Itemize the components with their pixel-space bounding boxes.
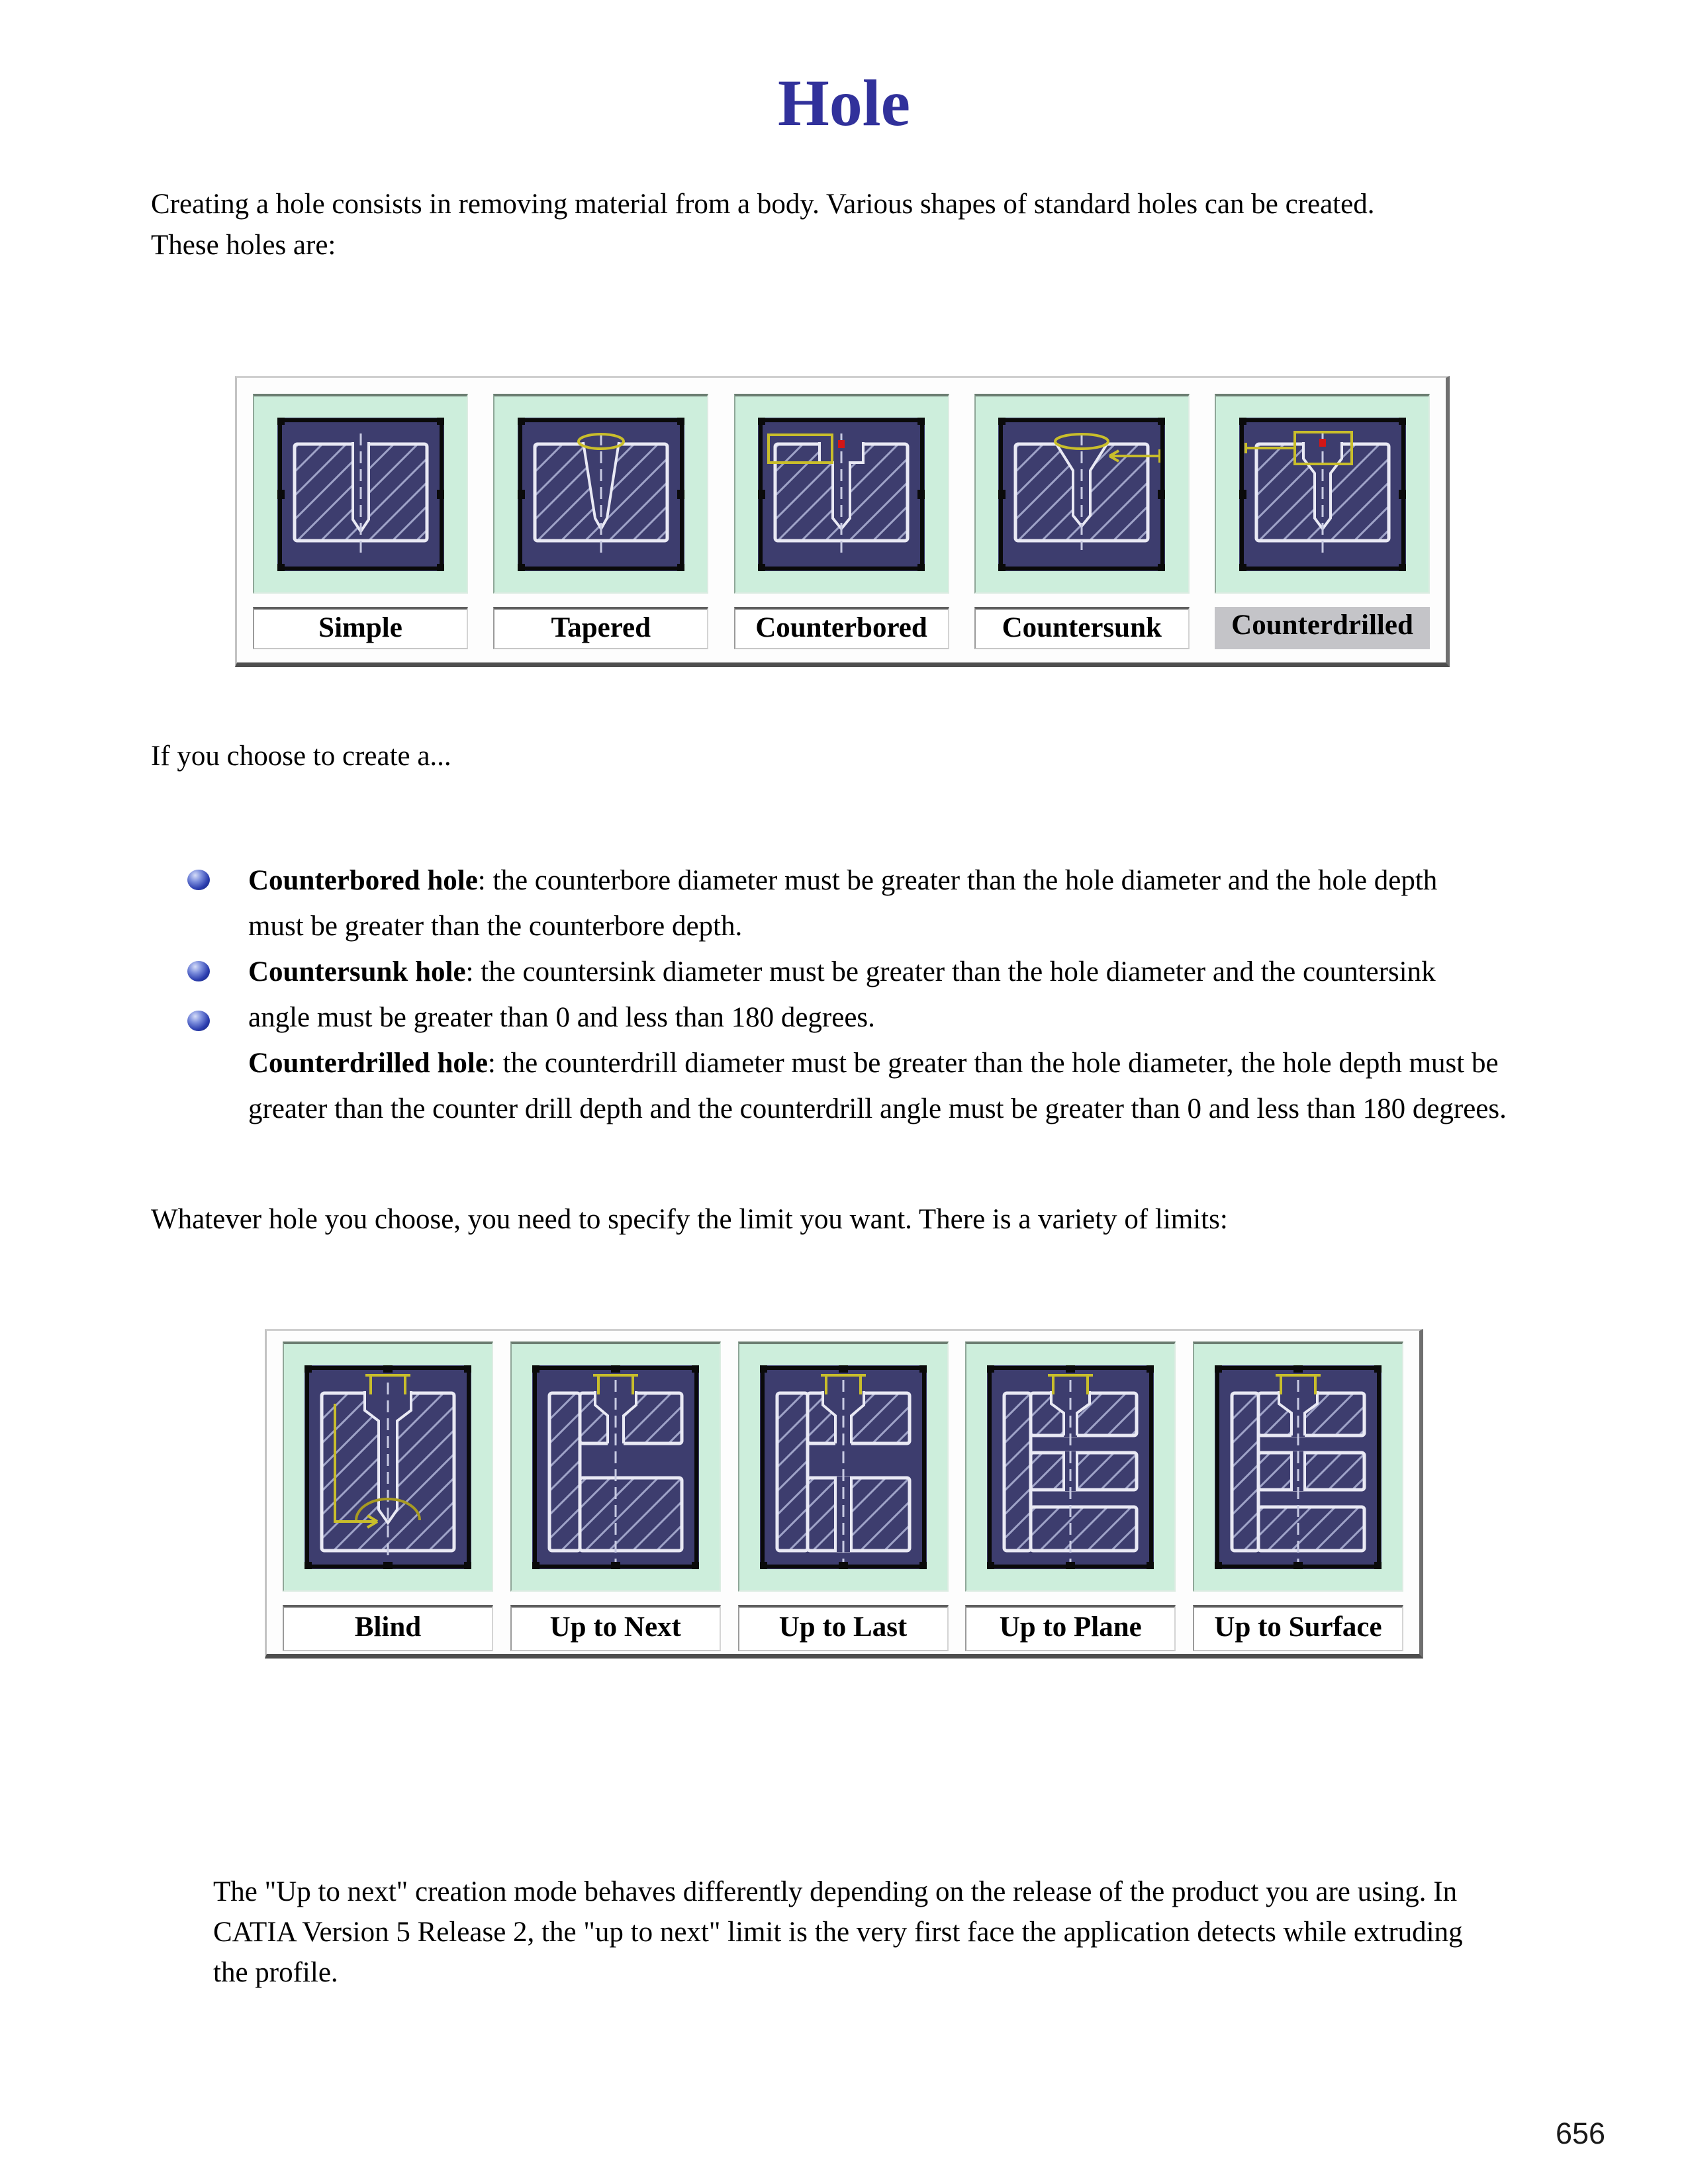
- bullet-sphere-icon: [187, 1011, 210, 1031]
- bullet-list: [187, 858, 1630, 1132]
- limit-up-to-next-image: [510, 1342, 721, 1592]
- bullet-sphere-icon: [187, 870, 210, 890]
- bullet-term: Counterbored hole: [248, 865, 478, 896]
- note-line: the profile.: [213, 1957, 338, 1988]
- figure-label: Counterbored: [734, 607, 949, 649]
- figure-cell-up-to-plane: [965, 1342, 1176, 1654]
- figure-cell-counterbored: [734, 394, 949, 662]
- note-line: The "Up to next" creation mode behaves differently depending on the release of the product you are using. In: [213, 1876, 1458, 1907]
- bullet-rest: : the countersink diameter must be greater than the hole diameter and the countersink: [465, 956, 1436, 987]
- page-title: Hole: [778, 66, 910, 140]
- bullet-text-block: [248, 858, 1630, 1132]
- figure-cell-up-to-next: [510, 1342, 721, 1654]
- intro-paragraph: [151, 184, 1374, 266]
- intro-line: These holes are:: [151, 230, 336, 261]
- page-number: 656: [1556, 2116, 1606, 2150]
- intro-line: Creating a hole consists in removing material from a body. Various shapes of standard holes can be created.: [151, 189, 1375, 220]
- bullet-sphere-icon: [187, 961, 210, 981]
- figure-cell-blind: [283, 1342, 493, 1654]
- figure-label: Up to Plane: [965, 1605, 1176, 1651]
- bullet-rest: : the counterdrill diameter must be greater than the hole diameter, the hole depth must be: [487, 1048, 1499, 1079]
- figure-cell-up-to-last: [738, 1342, 949, 1654]
- figure-label: Up to Next: [510, 1605, 721, 1651]
- hole-tapered-image: [493, 394, 708, 594]
- figure-label: Countersunk: [974, 607, 1190, 649]
- bullet-item-line: [248, 1040, 1630, 1086]
- bullet-rest: : the counterbore diameter must be greater than the hole diameter and the hole depth: [477, 865, 1438, 896]
- bullet-item-line: greater than the counter drill depth and the counterdrill angle must be greater than 0 and less than 180 degrees.: [248, 1093, 1507, 1124]
- note-line: CATIA Version 5 Release 2, the "up to next" limit is the very first face the application detects while extruding: [213, 1917, 1463, 1948]
- limit-up-to-surface-image: [1193, 1342, 1403, 1592]
- figure-label: Up to Last: [738, 1605, 949, 1651]
- bullet-item-line: [248, 949, 1630, 995]
- figure-cell-up-to-surface: [1193, 1342, 1403, 1654]
- figure-label: Blind: [283, 1605, 493, 1651]
- limits-intro-text: Whatever hole you choose, you need to specify the limit you want. There is a variety of limits:: [151, 1204, 1228, 1235]
- bullet-term: Countersunk hole: [248, 956, 466, 987]
- figure-label: Simple: [253, 607, 468, 649]
- figure-label: Tapered: [493, 607, 708, 649]
- limit-blind-image: [283, 1342, 493, 1592]
- note-paragraph: [213, 1872, 1463, 1993]
- bullet-item-line: [248, 858, 1630, 903]
- bullet-item-line: must be greater than the counterbore depth.: [248, 911, 743, 942]
- hole-counterbored-image: [734, 394, 949, 594]
- bullet-item-line: angle must be greater than 0 and less than 180 degrees.: [248, 1002, 875, 1033]
- limit-up-to-last-image: [738, 1342, 949, 1592]
- limits-figure: [265, 1329, 1423, 1659]
- figure-cell-countersunk: [974, 394, 1190, 662]
- hole-countersunk-image: [974, 394, 1190, 594]
- figure-label: Up to Surface: [1193, 1605, 1403, 1651]
- hole-simple-image: [253, 394, 468, 594]
- bullet-term: Counterdrilled hole: [248, 1048, 488, 1079]
- limit-up-to-plane-image: [965, 1342, 1176, 1592]
- figure-cell-simple: [253, 394, 468, 662]
- hole-types-figure: [235, 376, 1450, 667]
- choose-intro-text: If you choose to create a...: [151, 741, 451, 772]
- figure-cell-counterdrilled: [1215, 394, 1430, 662]
- hole-counterdrilled-image: [1215, 394, 1430, 594]
- figure-cell-tapered: [493, 394, 708, 662]
- figure-label: Counterdrilled: [1215, 607, 1430, 649]
